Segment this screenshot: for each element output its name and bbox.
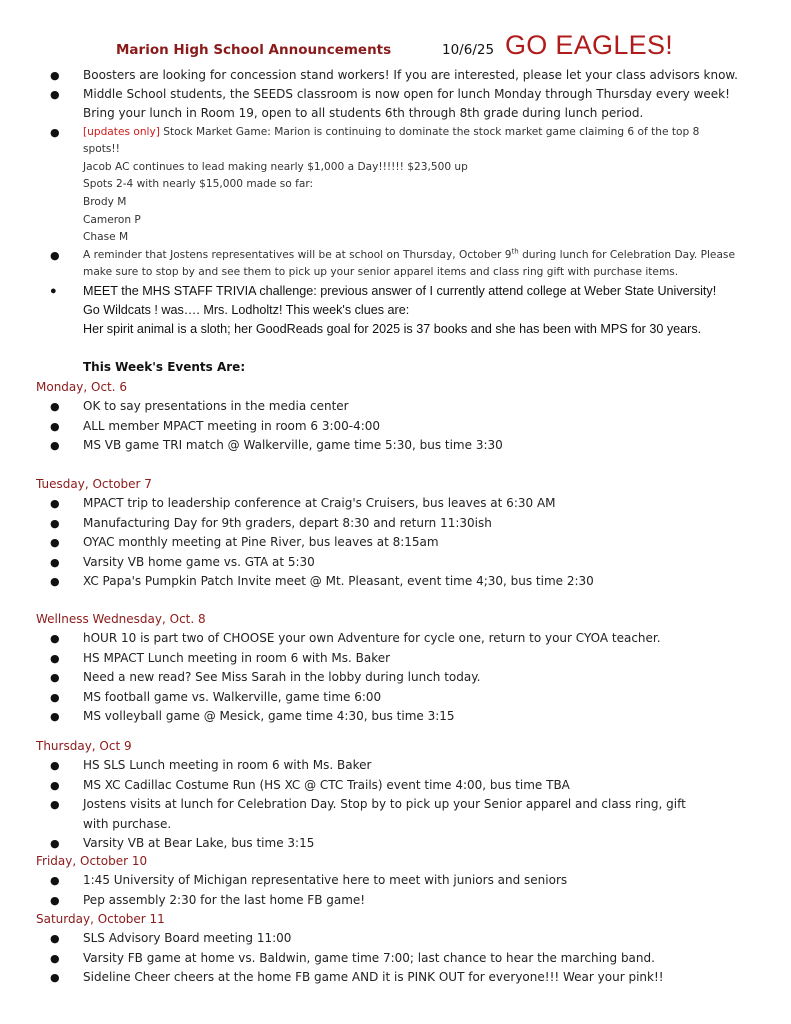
bullet-icon: ● [50,400,60,414]
bullet-icon: ● [50,536,60,550]
bullet-icon: ● [50,248,60,262]
announcement-date: 10/6/25 [442,42,495,58]
event-item [0,834,791,853]
bullet-icon: ● [50,932,60,946]
event-item [0,929,791,948]
event-text: Varsity VB home game vs. GTA at 5:30 [83,554,315,569]
announcement-text: Jacob AC continues to lead making nearly $1,000 a Day!!!!!! $23,500 up [83,160,468,173]
event-item [0,397,791,416]
event-text: 1:45 University of Michigan representative here to meet with juniors and seniors [83,873,568,888]
event-text: Need a new read? See Miss Sarah in the lobby during lunch today. [83,670,481,685]
day-heading: Tuesday, October 7 [36,477,152,491]
event-item [0,668,791,687]
event-item [0,776,791,795]
event-text: Pep assembly 2:30 for the last home FB game! [83,892,366,907]
event-item [0,417,791,436]
event-item [0,629,791,648]
event-item [0,891,791,910]
event-text: MPACT trip to leadership conference at Craig's Cruisers, bus leaves at 6:30 AM [83,496,556,511]
event-text: OK to say presentations in the media center [83,399,349,414]
event-text: Manufacturing Day for 9th graders, depart 8:30 and return 11:30ish [83,515,492,530]
announcement-text: Her spirit animal is a sloth; her GoodReads goal for 2025 is 37 books and she has been with MPS for 30 years. [83,321,702,336]
event-text: hOUR 10 is part two of CHOOSE your own Adventure for cycle one, return to your CYOA teacher. [83,631,661,646]
announcement-text: during lunch for Celebration Day. Please [518,248,735,261]
announcement-text: Stock Market Game: Marion is continuing to dominate the stock market game claiming 6 of the top 8 [159,125,700,138]
event-item [0,494,791,513]
event-item [0,572,791,591]
day-tuesday [0,475,791,591]
event-text: Varsity VB at Bear Lake, bus time 3:15 [83,836,315,851]
events-heading: This Week's Events Are: [83,360,246,374]
bullet-icon: ● [50,759,60,773]
bullet-icon: ● [50,798,60,812]
announcement-text: A reminder that Jostens representatives will be at school on Thursday, October 9 [83,248,512,261]
announcement-text: Middle School students, the SEEDS classroom is now open for lunch Monday through Thursday every week! [83,87,730,102]
announcement-text: spots!! [83,143,120,156]
event-item [0,649,791,668]
event-text: MS XC Cadillac Costume Run (HS XC @ CTC Trails) event time 4:00, bus time TBA [83,777,570,792]
leader-name: Chase M [83,231,129,244]
announcement-text: Go Wildcats ! was…. Mrs. Lodholtz! This week's clues are: [83,302,410,317]
event-text: XC Papa's Pumpkin Patch Invite meet @ Mt. Pleasant, event time 4;30, bus time 2:30 [83,574,594,589]
announcement-boosters [0,66,791,85]
bullet-icon: ● [50,88,60,102]
bullet-icon: ● [50,951,60,965]
day-friday [0,852,791,910]
bullet-icon: ● [50,497,60,511]
announcement-staff-trivia [0,282,791,339]
bullet-icon: ● [50,575,60,589]
event-item [0,871,791,890]
event-text: Varsity FB game at home vs. Baldwin, game time 7:00; last chance to hear the marching band. [83,950,655,965]
bullet-icon: ● [50,971,60,985]
event-text: Jostens visits at lunch for Celebration Day. Stop by to pick up your Senior apparel and class ring, gift with purchase. [83,797,686,831]
bullet-icon: ● [50,778,60,792]
announcement-jostens [0,247,791,282]
bullet-icon: ● [50,874,60,888]
bullet-icon: ● [50,632,60,646]
announcement-text: MEET the MHS STAFF TRIVIA challenge: previous answer of I currently attend college at Weber State University! [83,283,717,298]
event-item [0,707,791,726]
event-item [0,756,791,775]
bullet-icon: ● [50,439,60,453]
day-heading: Friday, October 10 [36,854,148,868]
event-item [0,968,791,987]
event-item [0,795,791,834]
bullet-icon: ● [50,284,57,297]
slogan: GO EAGLES! [505,30,674,60]
day-heading: Saturday, October 11 [36,912,165,926]
announcement-stock-market [0,124,791,247]
event-item [0,436,791,455]
announcements-section [0,66,791,339]
event-text: ALL member MPACT meeting in room 6 3:00-4:00 [83,418,381,433]
announcement-seeds [0,85,791,123]
page-title: Marion High School Announcements [116,42,392,58]
ordinal-suffix: th [511,247,519,256]
bullet-icon: ● [50,893,60,907]
announcement-text: make sure to stop by and see them to pick up your senior apparel items and class ring gift with purchase items. [83,266,679,279]
day-heading: Thursday, Oct 9 [36,739,132,753]
announcement-text: Boosters are looking for concession stand workers! If you are interested, please let your class advisors know. [83,68,738,82]
bullet-icon: ● [50,69,60,82]
bullet-icon: ● [50,419,60,433]
announcement-text: Spots 2-4 with nearly $15,000 made so far: [83,178,314,191]
day-monday [0,378,791,456]
announcement-text: Bring your lunch in Room 19, open to all students 6th through 8th grade during lunch period. [83,106,644,121]
event-text: MS VB game TRI match @ Walkerville, game time 5:30, bus time 3:30 [83,438,503,453]
bullet-icon: ● [50,555,60,569]
event-text: OYAC monthly meeting at Pine River, bus leaves at 8:15am [83,535,439,550]
day-wednesday [0,610,791,726]
bullet-icon: ● [50,651,60,665]
event-item [0,514,791,533]
bullet-icon: ● [50,516,60,530]
bullet-icon: ● [50,125,60,139]
event-item [0,949,791,968]
event-text: MS volleyball game @ Mesick, game time 4:30, bus time 3:15 [83,709,455,724]
event-text: HS MPACT Lunch meeting in room 6 with Ms. Baker [83,650,391,665]
day-thursday [0,737,791,853]
bullet-icon: ● [50,690,60,704]
bullet-icon: ● [50,837,60,851]
event-item [0,688,791,707]
page-header [0,30,791,66]
bullet-icon: ● [50,671,60,685]
updates-tag: [updates only] [83,125,160,138]
leader-name: Cameron P [83,213,141,226]
event-item [0,553,791,572]
event-text: Sideline Cheer cheers at the home FB game AND it is PINK OUT for everyone!!! Wear your pink!! [83,970,664,985]
event-text: MS football game vs. Walkerville, game time 6:00 [83,689,382,704]
day-saturday [0,910,791,988]
leader-name: Brody M [83,195,127,208]
day-heading: Wellness Wednesday, Oct. 8 [36,612,206,626]
event-text: HS SLS Lunch meeting in room 6 with Ms. Baker [83,758,372,773]
day-heading: Monday, Oct. 6 [36,380,128,394]
bullet-icon: ● [50,710,60,724]
event-text: SLS Advisory Board meeting 11:00 [83,931,292,946]
event-item [0,533,791,552]
